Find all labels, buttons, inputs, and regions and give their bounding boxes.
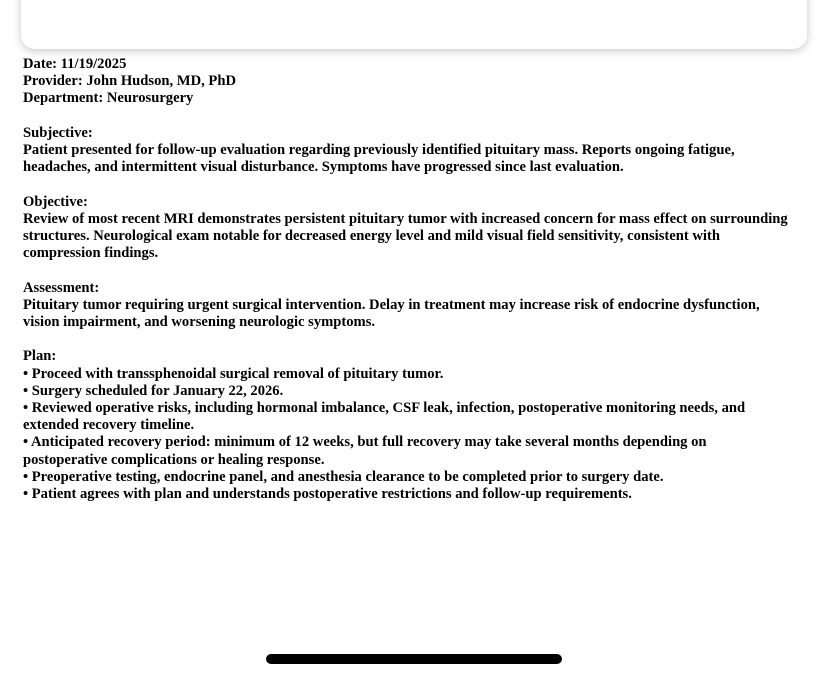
section-spacer — [23, 108, 793, 125]
plan-item: • Anticipated recovery period: minimum of 12 weeks, but full recovery may take several months depending on postoperative complications or healing response. — [23, 434, 707, 468]
plan-item: • Patient agrees with plan and understands postoperative restrictions and follow-up requirements. — [23, 486, 632, 503]
note-department: Department: Neurosurgery — [23, 90, 194, 107]
subjective-body: Patient presented for follow-up evaluation regarding previously identified pituitary mass. Reports ongoing fatigue, headaches, and intermittent visual disturbance. Symptoms have progressed since last evaluation. — [23, 142, 735, 176]
plan-item: • Reviewed operative risks, including hormonal imbalance, CSF leak, infection, postoperative monitoring needs, and extended recovery timeline. — [23, 400, 746, 434]
subjective-heading: Subjective: — [23, 124, 93, 141]
note-provider: Provider: John Hudson, MD, PhD — [23, 73, 236, 90]
note-date: Date: 11/19/2025 — [23, 56, 127, 72]
section-spacer — [23, 176, 793, 193]
plan-item: • Proceed with transsphenoidal surgical removal of pituitary tumor. — [23, 365, 444, 382]
section-spacer — [23, 331, 793, 348]
home-indicator[interactable] — [266, 654, 562, 664]
plan-item: • Preoperative testing, endocrine panel, and anesthesia clearance to be completed prior to surgery date. — [23, 468, 664, 485]
section-spacer — [23, 262, 793, 279]
assessment-heading: Assessment: — [23, 279, 100, 296]
assessment-body: Pituitary tumor requiring urgent surgical intervention. Delay in treatment may increase risk of endocrine dysfunction, vision impairment, and worsening neurologic symptoms. — [23, 296, 760, 330]
plan-item: • Surgery scheduled for January 22, 2026. — [23, 382, 284, 399]
plan-heading: Plan: — [23, 348, 57, 365]
objective-heading: Objective: — [23, 193, 88, 210]
clinical-note — [23, 56, 793, 503]
top-card-panel — [21, 0, 807, 49]
objective-body: Review of most recent MRI demonstrates persistent pituitary tumor with increased concern for mass effect on surrounding structures. Neurological exam notable for decreased energy level and mild visual field sensitivity, consistent with compression findings. — [23, 210, 788, 262]
